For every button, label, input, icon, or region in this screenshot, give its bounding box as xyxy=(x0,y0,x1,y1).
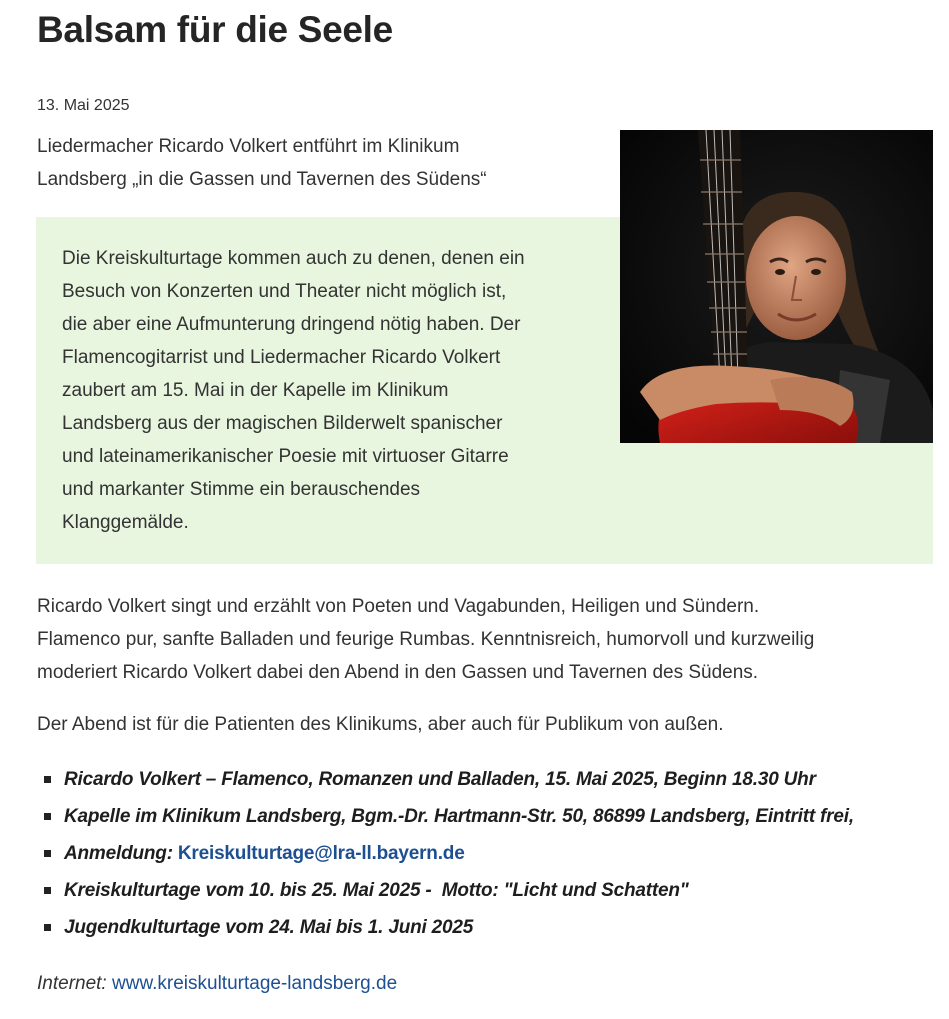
internet-label: Internet: xyxy=(37,973,107,994)
body-paragraph-1 xyxy=(37,590,917,689)
body-paragraph-2: Der Abend ist für die Patienten des Klinikums, aber auch für Publikum von außen. xyxy=(37,714,724,735)
intro-line: Die Kreiskulturtage kommen auch zu denen, denen ein xyxy=(62,248,525,269)
internet-line xyxy=(37,967,397,1000)
fact-text: Jugendkulturtage vom 24. Mai bis 1. Juni 2025 xyxy=(64,917,474,938)
list-item xyxy=(37,836,927,873)
list-item xyxy=(37,873,927,910)
fact-text: Anmeldung: xyxy=(64,843,178,864)
registration-email-link[interactable]: Kreiskulturtage@lra-ll.bayern.de xyxy=(177,843,465,864)
intro-highlight-text xyxy=(62,242,582,539)
lead-line: Landsberg „in die Gassen und Tavernen des Südens“ xyxy=(37,169,487,190)
guitarist-photo xyxy=(620,130,933,443)
intro-line: und lateinamerikanischer Poesie mit virtuoser Gitarre xyxy=(62,446,509,467)
paragraph-line: moderiert Ricardo Volkert dabei den Abend in den Gassen und Tavernen des Südens. xyxy=(37,662,759,683)
intro-line: zaubert am 15. Mai in der Kapelle im Klinikum xyxy=(62,380,449,401)
intro-line: Klanggemälde. xyxy=(62,512,189,533)
article-lead xyxy=(37,130,597,196)
article-date: 13. Mai 2025 xyxy=(37,97,130,114)
intro-line: Flamencogitarrist und Liedermacher Ricardo Volkert xyxy=(62,347,501,368)
list-item xyxy=(37,762,927,799)
intro-line: die aber eine Aufmunterung dringend nötig haben. Der xyxy=(62,314,521,335)
bullet-icon xyxy=(44,924,51,931)
paragraph-line: Flamenco pur, sanfte Balladen und feurige Rumbas. Kenntnisreich, humorvoll und kurzweilig xyxy=(37,629,815,650)
fact-text: Kreiskulturtage vom 10. bis 25. Mai 2025 - Motto: "Licht und Schatten" xyxy=(64,880,689,901)
article-title: Balsam für die Seele xyxy=(37,9,393,50)
lead-line: Liedermacher Ricardo Volkert entführt im Klinikum xyxy=(37,136,460,157)
list-item xyxy=(37,799,927,836)
intro-line: Besuch von Konzerten und Theater nicht möglich ist, xyxy=(62,281,507,302)
website-link[interactable]: www.kreiskulturtage-landsberg.de xyxy=(112,973,398,994)
intro-line: Landsberg aus der magischen Bilderwelt spanischer xyxy=(62,413,503,434)
list-item xyxy=(37,910,927,947)
bullet-icon xyxy=(44,813,51,820)
bullet-icon xyxy=(44,850,51,857)
intro-line: und markanter Stimme ein berauschendes xyxy=(62,479,421,500)
event-facts-list xyxy=(37,762,927,947)
guitarist-photo-icon xyxy=(620,130,933,443)
fact-text: Kapelle im Klinikum Landsberg, Bgm.-Dr. Hartmann-Str. 50, 86899 Landsberg, Eintritt frei, xyxy=(64,806,854,827)
paragraph-line: Ricardo Volkert singt und erzählt von Poeten und Vagabunden, Heiligen und Sündern. xyxy=(37,596,760,617)
bullet-icon xyxy=(44,887,51,894)
bullet-icon xyxy=(44,776,51,783)
fact-text: Ricardo Volkert – Flamenco, Romanzen und Balladen, 15. Mai 2025, Beginn 18.30 Uhr xyxy=(64,769,816,790)
